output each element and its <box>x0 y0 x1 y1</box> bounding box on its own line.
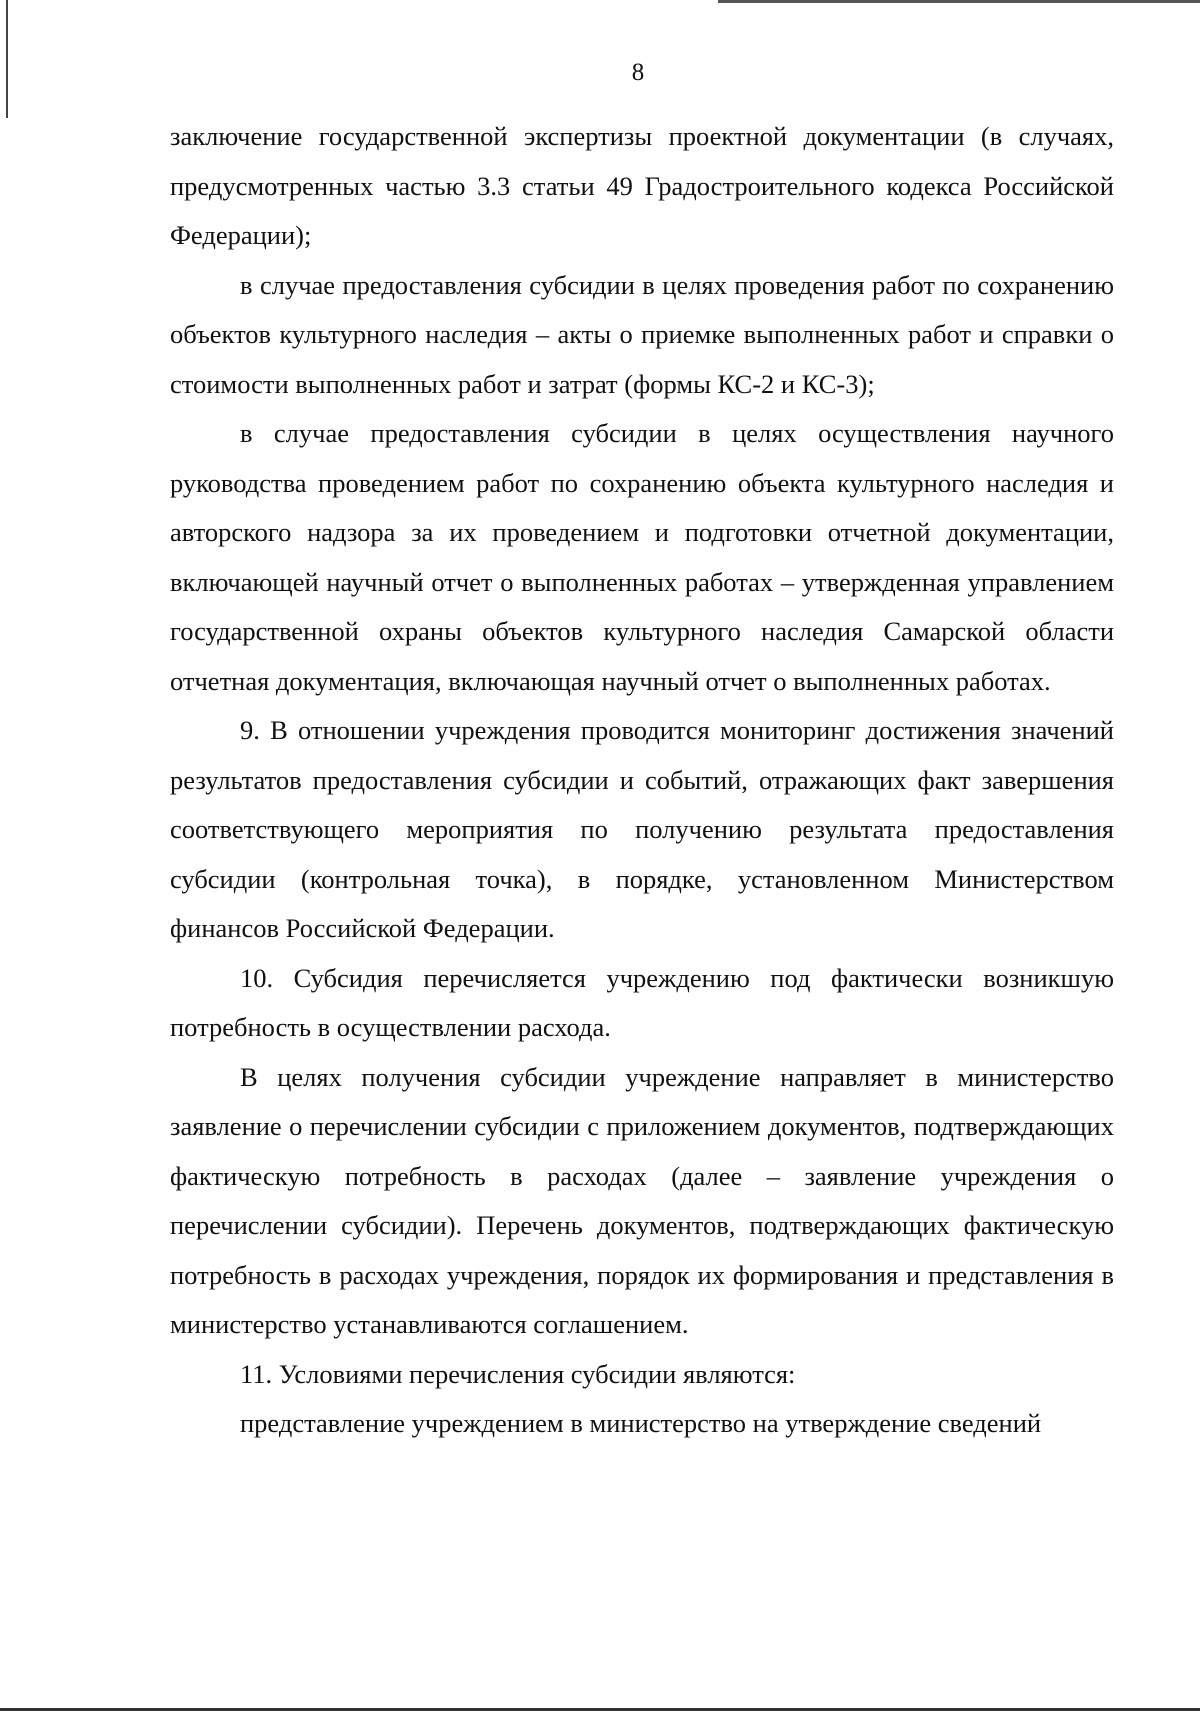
paragraph-information-submission: представление учреждением в министерство на утверждение сведений <box>240 1408 1042 1438</box>
paragraph-acts-of-acceptance: в случае предоставления субсидии в целях проведения работ по сохранению объектов культурного наследия – акты о приемке выполненных работ и справки о стоимости выполненных работ и затрат (формы КС-2 и КС-3); <box>170 269 1114 399</box>
page-number: 8 <box>631 59 645 86</box>
paragraph-item-9-monitoring: 9. В отношении учреждения проводится мониторинг достижения значений результатов предоставления субсидии и событий, отражающих факт завершения соответствующего мероприятия по получению результата предоставления субсидии (контрольная точка), в порядке, установленном Министерством финансов Российской Федерации. <box>170 715 1114 943</box>
paragraph-application: В целях получения субсидии учреждение направляет в министерство заявление о перечислении субсидии с приложением документов, подтверждающих фактическую потребность в расходах (далее – заявление учреждения о перечислении субсидии). Перечень документов, подтверждающих фактическую потребность в расходах учреждения, порядок их формирования и представления в министерство устанавливаются соглашением. <box>170 1061 1114 1339</box>
paragraph-scientific-report: в случае предоставления субсидии в целях осуществления научного руководства проведением работ по сохранению объекта культурного наследия и авторского надзора за их проведением и подготовки отчетной документации, включающей научный отчет о выполненных работах – утвержденная управлением государственной охраны объектов культурного наследия Самарской области отчетная документация, включающая научный отчет о выполненных работах. <box>170 418 1114 696</box>
scan-edge-top <box>718 0 1200 3</box>
paragraph-expertise-conclusion: заключение государственной экспертизы проектной документации (в случаях, предусмотренных частью 3.3 статьи 49 Градостроительного кодекса Российской Федерации); <box>170 121 1114 250</box>
paragraph-item-11-conditions: 11. Условиями перечисления субсидии являются: <box>240 1358 796 1389</box>
document-body <box>170 112 1114 1449</box>
scan-edge-bottom <box>0 1708 1200 1711</box>
paragraph-item-10-transfer: 10. Субсидия перечисляется учреждению под фактически возникшую потребность в осуществлении расхода. <box>170 962 1114 1042</box>
